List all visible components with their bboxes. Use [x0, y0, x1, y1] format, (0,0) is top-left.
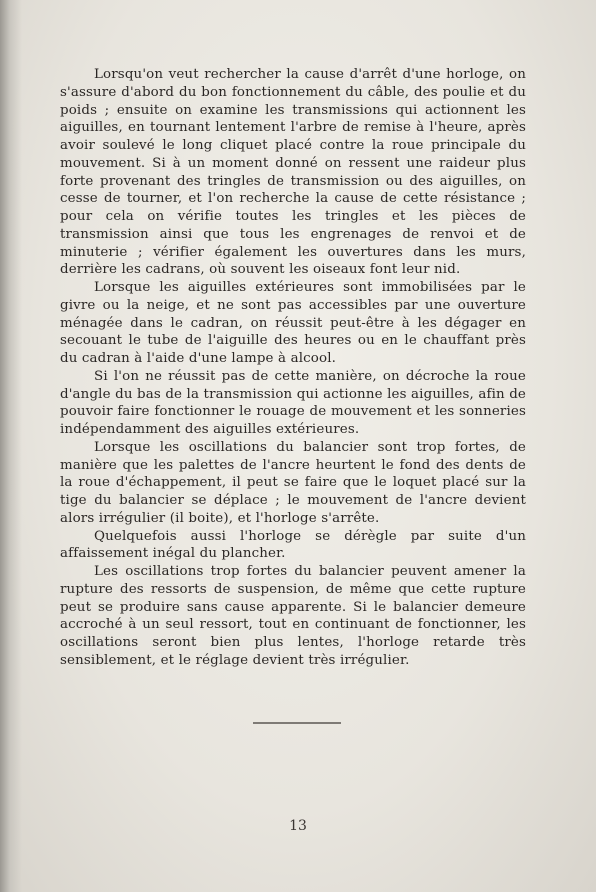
paragraph-5: Quelquefois aussi l'horloge se dérègle par suite d'un affaissement inégal du plancher. — [60, 528, 526, 562]
section-divider — [253, 722, 341, 724]
page-number: 13 — [289, 818, 307, 834]
binding-shadow — [0, 0, 22, 892]
paragraph-6: Les oscillations trop fortes du balancier peuvent amener la rupture des ressorts de suspension, de même que cette rupture peut se produire sans cause apparente. Si le balancier demeure accroché à un seul ressort, tout en continuant de fonctionner, les oscillations seront bien plus lentes, l'horloge retarde très sensiblement, et le réglage devient très irrégulier. — [60, 564, 526, 668]
paragraph-4: Lorsque les oscillations du balancier sont trop fortes, de manière que les palettes de l'ancre heurtent le fond des dents de la roue d'échappement, il peut se faire que le loquet placé sur la tige du balancier se déplace ; le mouvement de l'ancre devient alors irrégulier (il boite), et l'horloge s'arrête. — [60, 439, 526, 526]
paragraph-1: Lorsqu'on veut rechercher la cause d'arrêt d'une horloge, on s'assure d'abord du bon fonctionnement du câble, des poulie et du poids ; ensuite on examine les transmissions qui actionnent les aiguilles, en tournant lentement l'arbre de remise à l'heure, après avoir soulevé le long cliquet placé contre la roue principale du mouvement. Si à un moment donné on ressent une raideur plus forte provenant des tringles de transmission ou des aiguilles, on cesse de tourner, et l'on recherche la cause de cette résistance ; pour cela on vérifie toutes les tringles et les pièces de transmission ainsi que tous les engrenages de renvoi et de minuterie ; vérifier également les ouvertures dans les murs, derrière les cadrans, où souvent les oiseaux font leur nid. — [60, 67, 526, 278]
paragraph-3: Si l'on ne réussit pas de cette manière, on décroche la roue d'angle du bas de la transmission qui actionne les aiguilles, afin de pouvoir faire fonctionner le rouage de mouvement et les sonneries indépendamment des aiguilles extérieures. — [60, 368, 526, 437]
paragraph-2: Lorsque les aiguilles extérieures sont immobilisées par le givre ou la neige, et ne sont pas accessibles par une ouverture ménagée dans le cadran, on réussit peut-être à les dégager en secouant le tube de l'aiguille des heures ou en le chauffant près du cadran à l'aide d'une lampe à alcool. — [60, 280, 526, 366]
body-text — [60, 66, 526, 670]
